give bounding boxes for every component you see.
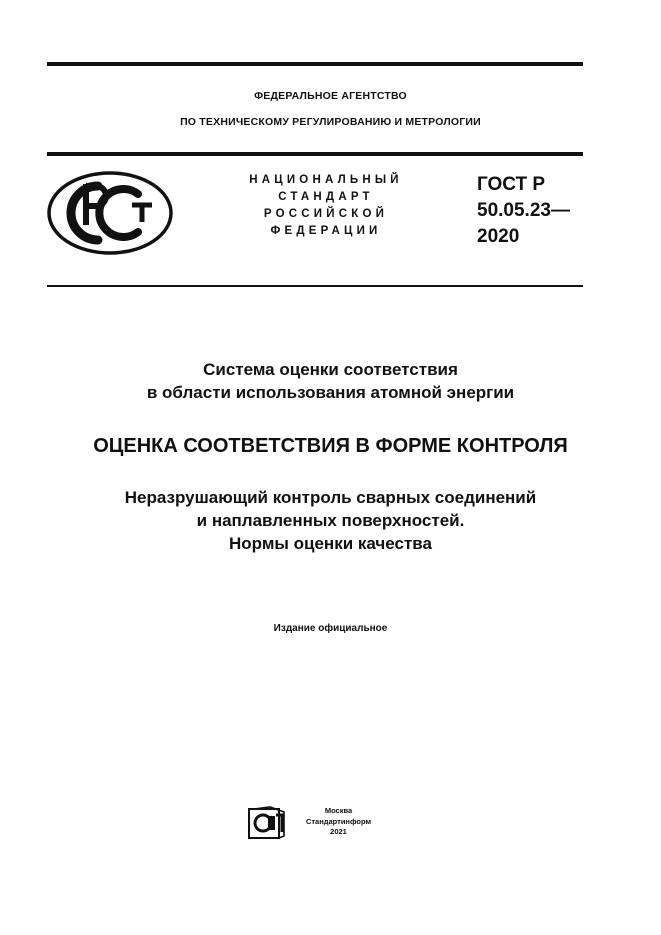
rst-certification-mark-icon	[46, 170, 174, 256]
national-line-1: НАЦИОНАЛЬНЫЙ	[249, 174, 403, 186]
series-line-1: Система оценки соответствия	[203, 360, 458, 379]
gost-line-2: 50.05.23—	[477, 200, 570, 221]
publisher-year: 2021	[330, 827, 347, 836]
top-rule	[47, 62, 583, 66]
subtitle-line-3: Нормы оценки качества	[229, 534, 432, 553]
gost-line-1: ГОСТ Р	[477, 174, 546, 195]
gost-line-3: 2020	[477, 226, 520, 247]
edition-label: Издание официальное	[273, 623, 388, 634]
header-rule	[47, 152, 583, 156]
main-title: ОЦЕНКА СООТВЕТСТВИЯ В ФОРМЕ КОНТРОЛЯ	[93, 435, 568, 457]
national-line-4: ФЕДЕРАЦИИ	[270, 225, 382, 237]
agency-line-2: ПО ТЕХНИЧЕСКОМУ РЕГУЛИРОВАНИЮ И МЕТРОЛОГИИ	[180, 116, 481, 128]
agency-line-1: ФЕДЕРАЛЬНОЕ АГЕНТСТВО	[254, 90, 407, 102]
series-line-2: в области использования атомной энергии	[146, 383, 515, 402]
publisher-name: Стандартинформ	[305, 816, 372, 826]
header-bottom-rule	[47, 285, 583, 287]
publisher-city: Москва	[324, 806, 353, 815]
series-title	[0, 358, 661, 404]
national-line-3: РОССИЙСКОЙ	[263, 208, 389, 220]
national-line-2: СТАНДАРТ	[278, 191, 374, 203]
subtitle-line-2: и наплавленных поверхностей.	[196, 511, 465, 530]
national-standard-label	[215, 172, 437, 240]
standartinform-logo-icon	[248, 806, 288, 839]
publisher-info	[296, 806, 381, 838]
subtitle	[0, 486, 661, 555]
subtitle-line-1: Неразрушающий контроль сварных соединений	[124, 488, 537, 507]
gost-designation	[477, 172, 570, 250]
